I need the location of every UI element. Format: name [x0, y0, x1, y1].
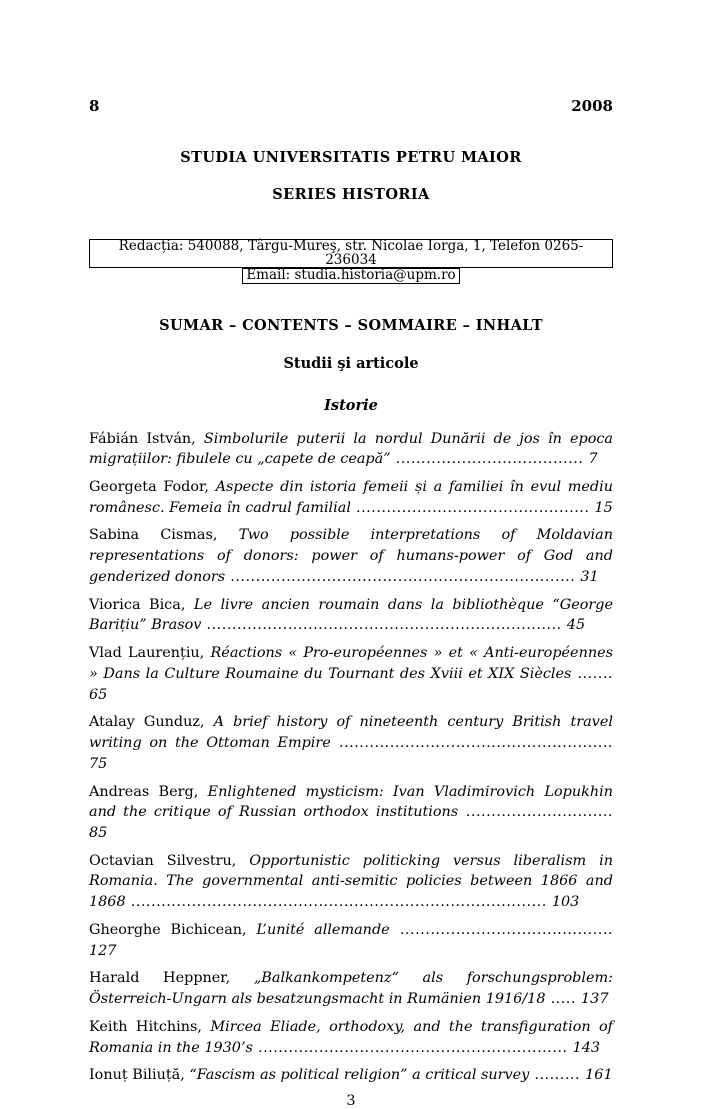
- toc-entry-title: “Fascism as political religion” a critical survey: [189, 1067, 530, 1084]
- toc-entry: [89, 477, 613, 518]
- toc-entry-page: 45: [566, 617, 586, 634]
- toc-entry-title: Mircea Eliade, orthodoxy, and the transfiguration of Romania in the 1930’s: [89, 1018, 613, 1056]
- toc-entry: [89, 1065, 613, 1086]
- toc-entry-author: Viorica Bica,: [89, 596, 194, 613]
- toc-entry-page: 65: [89, 686, 108, 703]
- toc-leader-dots: ..............................................: [350, 499, 595, 516]
- toc-entry-page: 75: [89, 755, 108, 772]
- editorial-address: Redacția: 540088, Târgu-Mureş, str. Nicolae Iorga, 1, Telefon 0265-236034: [89, 239, 613, 268]
- toc-entry: [89, 595, 613, 636]
- toc-entry-page: 85: [89, 824, 108, 841]
- toc-entry-title: Réactions « Pro-européennes » et « Anti-européennes » Dans la Culture Roumaine du Tournant des Xviii et XIX Siècles: [89, 645, 614, 682]
- toc-entry-author: Atalay Gunduz,: [89, 714, 214, 731]
- toc-entry-page: 137: [581, 991, 609, 1008]
- toc-list: [89, 429, 613, 1087]
- toc-entry-author: Andreas Berg,: [89, 783, 208, 800]
- toc-entry: [89, 429, 613, 470]
- toc-leader-dots: ..................................................................................: [125, 894, 552, 911]
- masthead: [89, 97, 613, 115]
- toc-entry-title: Le livre ancien roumain dans la bibliothèque “George Barițiu” Brasov: [89, 596, 613, 634]
- toc-entry-author: Fábián István,: [89, 430, 204, 447]
- toc-entry-page: 127: [89, 942, 117, 959]
- page-number: 3: [346, 1093, 356, 1109]
- series-title: SERIES HISTORIA: [272, 186, 430, 203]
- toc-entry-author: Georgeta Fodor,: [89, 478, 216, 495]
- toc-entry: [89, 968, 613, 1009]
- toc-leader-dots: .............................................................: [252, 1039, 573, 1056]
- section-heading: Studii şi articole: [283, 354, 419, 372]
- toc-entry-title: Enlightened mysticism: Ivan Vladimirovich Lopukhin and the critique of Russian orthodox institutions: [89, 783, 613, 821]
- toc-entry-author: Sabina Cismas,: [89, 527, 239, 544]
- toc-leader-dots: ..........................................: [389, 921, 613, 938]
- year: 2008: [571, 97, 613, 115]
- toc-entry-title: Simbolurile puterii la nordul Dunării de jos în epoca migrațiilor: fibulele cu „capete de ceapă”: [89, 430, 613, 468]
- toc-leader-dots: .....: [545, 991, 582, 1008]
- toc-entry-title: Opportunistic politicking versus liberalism in Romania. The governmental anti-semitic policies between 1866 and 1868: [89, 852, 613, 911]
- toc-entry-title: L’unité allemande: [256, 921, 390, 938]
- address-block: [89, 239, 613, 284]
- toc-leader-dots: ......................................................................: [201, 617, 567, 634]
- toc-entry: [89, 782, 613, 844]
- editorial-email: Email: studia.historia@upm.ro: [242, 268, 459, 284]
- toc-entry-page: 7: [588, 451, 598, 468]
- toc-entry: [89, 712, 613, 774]
- toc-entry: [89, 920, 613, 961]
- toc-leader-dots: ....................................................................: [225, 568, 581, 585]
- toc-leader-dots: .........: [529, 1067, 586, 1084]
- journal-title: STUDIA UNIVERSITATIS PETRU MAIOR: [180, 149, 522, 166]
- contents-heading: SUMAR – CONTENTS – SOMMAIRE – INHALT: [159, 316, 543, 334]
- toc-leader-dots: ......................................................: [330, 735, 613, 752]
- toc-entry-page: 161: [585, 1067, 613, 1084]
- toc-entry-author: Vlad Laurențiu,: [89, 645, 211, 662]
- toc-entry: [89, 851, 613, 913]
- toc-entry-page: 143: [572, 1039, 601, 1056]
- toc-entry-page: 31: [580, 568, 599, 585]
- volume-number: 8: [89, 97, 100, 115]
- toc-entry-author: Ionuț Biliuță,: [89, 1067, 190, 1084]
- toc-entry-page: 15: [594, 499, 613, 516]
- toc-entry-page: 103: [551, 894, 580, 911]
- toc-entry-title: „Balkankompetenz“ als forschungsproblem: Österreich-Ungarn als besatzungsmacht in Rumänien 1916/18: [89, 970, 614, 1008]
- toc-entry-author: Octavian Silvestru,: [89, 852, 250, 869]
- toc-entry-author: Keith Hitchins,: [89, 1018, 211, 1035]
- toc-entry-title: Aspecte din istoria femeii și a familiei în evul mediu românesc. Femeia în cadrul familial: [89, 478, 614, 516]
- toc-entry: [89, 643, 613, 705]
- toc-entry: [89, 1017, 613, 1058]
- toc-leader-dots: .............................: [458, 804, 613, 821]
- toc-entry-title: Two possible interpretations of Moldavian representations of donors: power of humans-power of God and genderized donors: [89, 527, 613, 585]
- subsection-heading: Istorie: [324, 396, 378, 414]
- toc-entry-author: Gheorghe Bichicean,: [89, 921, 257, 938]
- toc-entry-title: A brief history of nineteenth century British travel writing on the Ottoman Empire: [89, 714, 613, 752]
- toc-leader-dots: .....................................: [390, 451, 589, 468]
- toc-leader-dots: .......: [571, 665, 613, 682]
- toc-entry-author: Harald Heppner,: [89, 970, 254, 987]
- toc-entry: [89, 525, 613, 587]
